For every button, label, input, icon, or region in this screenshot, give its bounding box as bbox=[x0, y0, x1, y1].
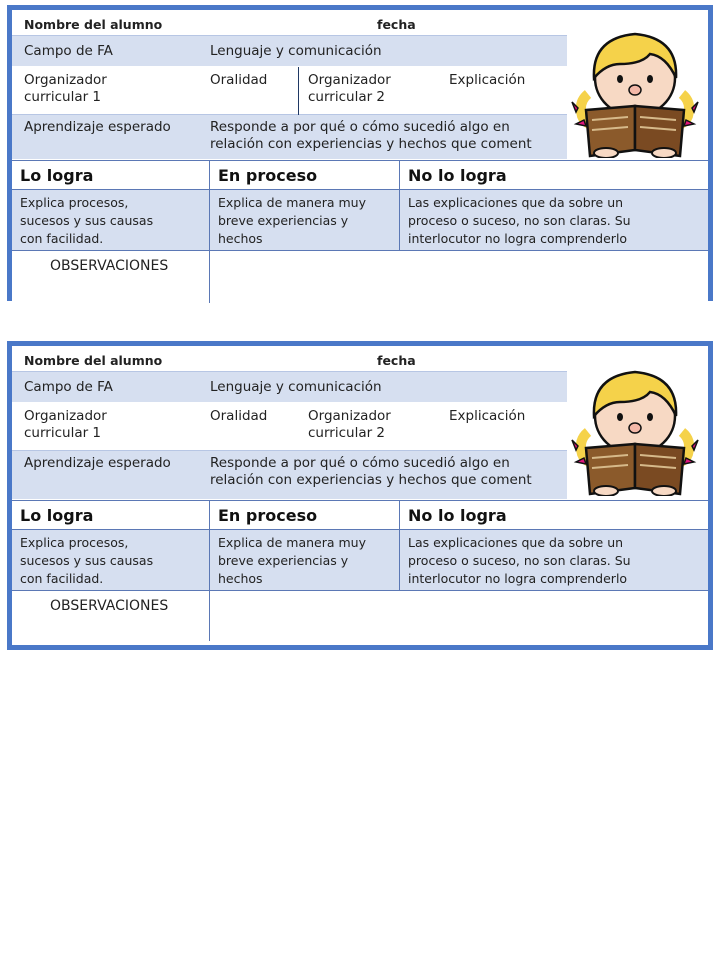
descriptor-en-proceso: Explica de manera muy breve experiencias y hechos bbox=[210, 530, 400, 591]
organizer-1-value: Oralidad bbox=[210, 408, 268, 424]
date-label: fecha bbox=[377, 17, 416, 32]
rubric-card-2 bbox=[7, 341, 713, 650]
organizer-divider bbox=[298, 67, 299, 115]
level-header-en-proceso: En proceso bbox=[210, 160, 400, 190]
learning-expected-value: Responde a por qué o cómo sucedió algo en relación con experiencias y hechos que coment bbox=[210, 455, 532, 488]
campo-label: Campo de FA bbox=[24, 43, 113, 59]
campo-value: Lenguaje y comunicación bbox=[210, 379, 382, 395]
learning-expected-label: Aprendizaje esperado bbox=[24, 455, 171, 471]
level-header-no-lo-logra: No lo logra bbox=[400, 500, 708, 530]
level-header-en-proceso: En proceso bbox=[210, 500, 400, 530]
campo-label: Campo de FA bbox=[24, 379, 113, 395]
descriptor-no-lo-logra: Las explicaciones que da sobre un proceso o suceso, no son claras. Su interlocutor no logra comprenderlo bbox=[400, 190, 708, 251]
campo-row bbox=[12, 372, 567, 403]
student-name-label: Nombre del alumno bbox=[24, 17, 163, 32]
organizer-2-label: Organizador curricular 2 bbox=[308, 72, 391, 105]
descriptor-en-proceso: Explica de manera muy breve experiencias y hechos bbox=[210, 190, 400, 251]
campo-row bbox=[12, 36, 567, 67]
organizer-1-value: Oralidad bbox=[210, 72, 268, 88]
date-label: fecha bbox=[377, 353, 416, 368]
organizer-2-value: Explicación bbox=[449, 72, 526, 88]
organizer-row bbox=[12, 67, 567, 115]
organizer-2-value: Explicación bbox=[449, 408, 526, 424]
student-name-row bbox=[12, 346, 567, 372]
campo-value: Lenguaje y comunicación bbox=[210, 43, 382, 59]
descriptor-lo-logra: Explica procesos, sucesos y sus causas con facilidad. bbox=[12, 530, 210, 591]
learning-expected-value: Responde a por qué o cómo sucedió algo en relación con experiencias y hechos que coment bbox=[210, 119, 532, 152]
organizer-1-label: Organizador curricular 1 bbox=[24, 72, 107, 105]
learning-expected-row bbox=[12, 451, 567, 500]
organizer-row bbox=[12, 403, 567, 451]
learning-expected-row bbox=[12, 115, 567, 160]
organizer-2-label: Organizador curricular 2 bbox=[308, 408, 391, 441]
observations-label: OBSERVACIONES bbox=[12, 591, 210, 641]
student-name-row bbox=[12, 10, 567, 36]
observations-row bbox=[12, 251, 708, 303]
organizer-1-label: Organizador curricular 1 bbox=[24, 408, 107, 441]
level-header-lo-logra: Lo logra bbox=[12, 160, 210, 190]
learning-expected-label: Aprendizaje esperado bbox=[24, 119, 171, 135]
observations-label: OBSERVACIONES bbox=[12, 251, 210, 303]
observations-row bbox=[12, 591, 708, 641]
descriptor-no-lo-logra: Las explicaciones que da sobre un proceso o suceso, no son claras. Su interlocutor no logra comprenderlo bbox=[400, 530, 708, 591]
girl-reading-book-icon bbox=[570, 354, 700, 496]
level-header-no-lo-logra: No lo logra bbox=[400, 160, 708, 190]
student-name-label: Nombre del alumno bbox=[24, 353, 163, 368]
girl-reading-book-icon bbox=[570, 16, 700, 158]
level-header-lo-logra: Lo logra bbox=[12, 500, 210, 530]
descriptor-lo-logra: Explica procesos, sucesos y sus causas con facilidad. bbox=[12, 190, 210, 251]
rubric-card-1 bbox=[7, 5, 713, 301]
